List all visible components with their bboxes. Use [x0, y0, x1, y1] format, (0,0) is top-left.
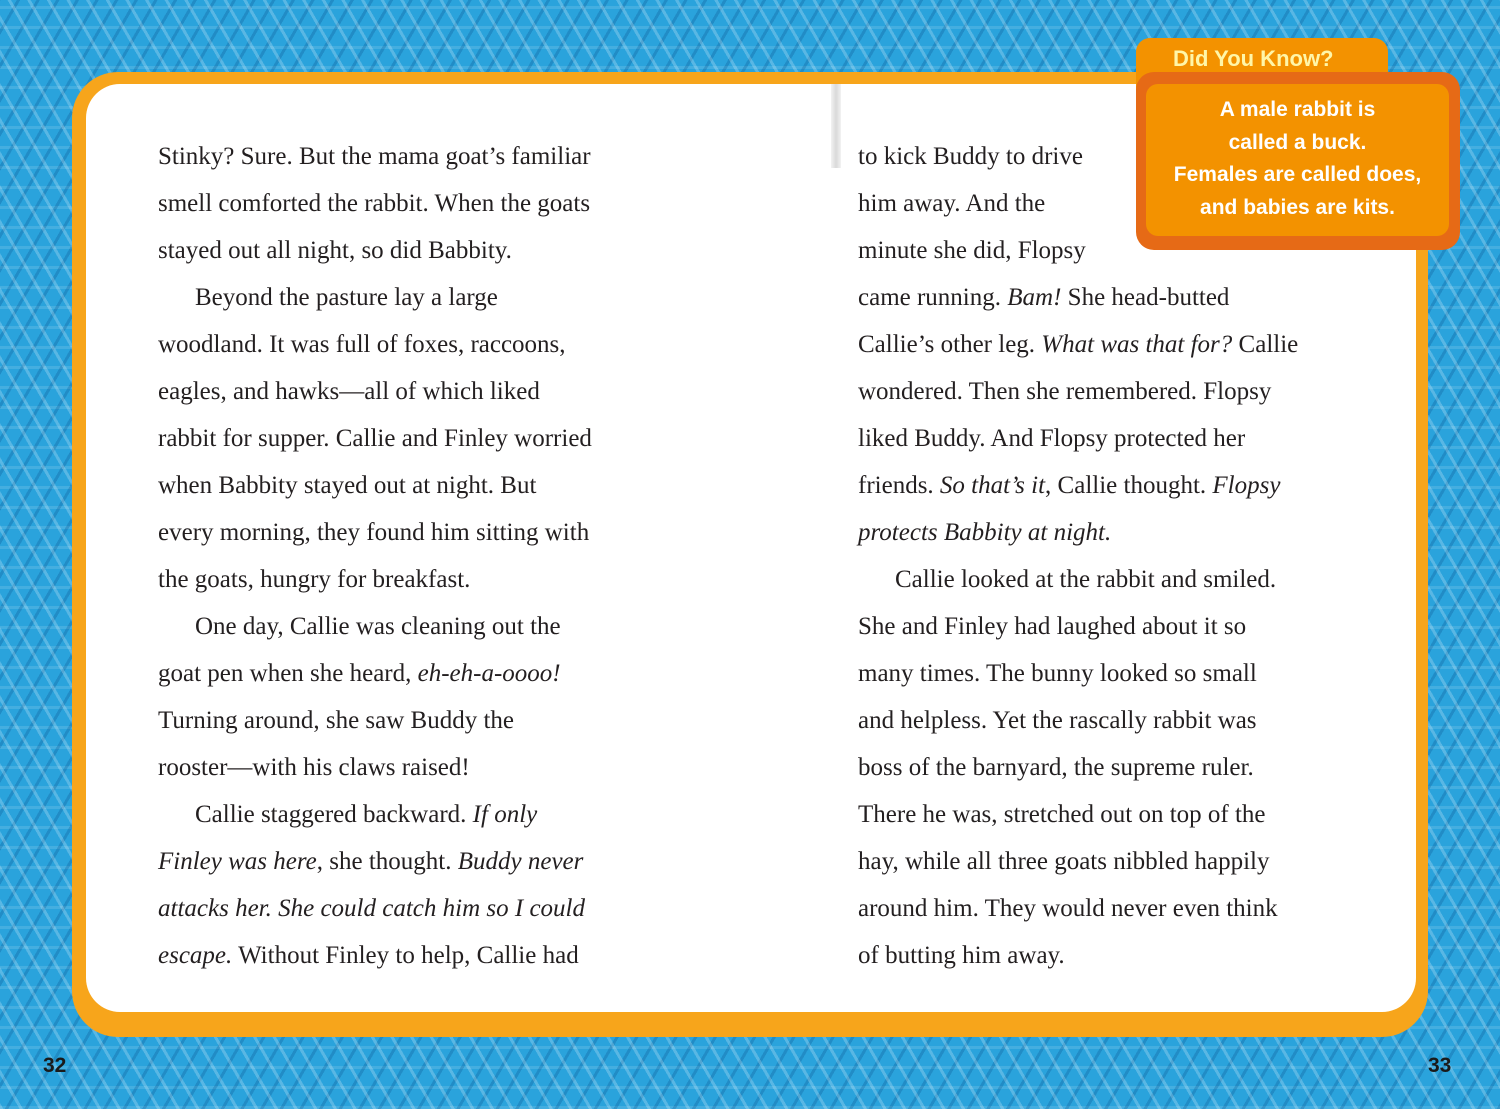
text-line [158, 321, 678, 368]
callout-fact [1146, 94, 1449, 224]
text-line [158, 791, 678, 838]
text-line [858, 462, 1378, 509]
text-line [158, 462, 678, 509]
text-segment: Buddy never [457, 848, 584, 875]
text-segment: liked Buddy. And Flopsy protected her [858, 425, 1246, 452]
text-line [158, 838, 678, 885]
callout-line: called a buck. [1228, 130, 1367, 154]
text-segment: Flopsy [1212, 472, 1281, 499]
text-segment: rabbit for supper. Callie and Finley worried [158, 425, 592, 452]
text-segment: minute she did, Flopsy [858, 237, 1086, 264]
text-line [158, 885, 678, 932]
callout-line: and babies are kits. [1200, 195, 1395, 219]
text-segment: protects Babbity at night. [858, 519, 1112, 546]
text-line [858, 368, 1378, 415]
text-line [158, 697, 678, 744]
text-segment: , Callie thought. [1045, 472, 1213, 499]
text-line [158, 650, 678, 697]
text-segment: friends. [858, 472, 940, 499]
callout-line: Females are called does, [1173, 163, 1422, 186]
text-line [858, 932, 1378, 979]
text-segment: escape. [158, 942, 233, 969]
text-segment: the goats, hungry for breakfast. [158, 566, 471, 593]
text-line [858, 885, 1378, 932]
text-line [158, 509, 678, 556]
text-segment: Beyond the pasture lay a large [195, 284, 498, 311]
text-segment: every morning, they found him sitting with [158, 519, 590, 546]
text-segment: Without Finley to help, Callie had [232, 942, 579, 969]
text-segment: If only [472, 801, 538, 828]
text-segment: One day, Callie was cleaning out the [195, 613, 561, 640]
text-line [158, 603, 678, 650]
text-line [858, 744, 1378, 791]
text-segment: Callie’s other leg. [858, 331, 1042, 358]
text-line [858, 415, 1378, 462]
text-segment: Callie staggered backward. [195, 801, 473, 828]
text-line [858, 650, 1378, 697]
text-segment: many times. The bunny looked so small [858, 660, 1257, 687]
text-segment: boss of the barnyard, the supreme ruler. [858, 754, 1254, 781]
callout-line: A male rabbit is [1219, 98, 1376, 121]
text-line [158, 274, 678, 321]
text-segment: hay, while all three goats nibbled happily [858, 848, 1270, 875]
text-segment: around him. They would never even think [858, 895, 1278, 922]
text-segment: wondered. Then she remembered. Flopsy [858, 378, 1272, 405]
text-line [858, 838, 1378, 885]
text-line [858, 791, 1378, 838]
text-segment: attacks her. She could catch him so I could [158, 895, 585, 922]
text-segment: him away. And the [858, 190, 1046, 217]
text-line [858, 274, 1378, 321]
text-segment: So that’s it [939, 472, 1046, 499]
text-line [158, 227, 678, 274]
text-segment: smell comforted the rabbit. When the goats [158, 190, 591, 217]
right-page-text [858, 133, 1378, 979]
text-segment: What was that for? [1041, 331, 1233, 358]
text-segment: eagles, and hawks—all of which liked [158, 378, 540, 405]
text-segment: Finley was here [158, 848, 317, 875]
text-line [158, 932, 678, 979]
text-line [158, 133, 678, 180]
text-line [158, 368, 678, 415]
text-line [858, 321, 1378, 368]
text-segment: woodland. It was full of foxes, raccoons, [158, 331, 566, 358]
text-segment: of butting him away. [858, 942, 1065, 969]
text-segment: and helpless. Yet the rascally rabbit was [858, 707, 1257, 734]
text-segment: goat pen when she heard, [158, 660, 418, 687]
text-line [858, 697, 1378, 744]
text-line [158, 180, 678, 227]
text-line [158, 556, 678, 603]
text-line [158, 415, 678, 462]
text-segment: Callie [1232, 331, 1299, 358]
page-number-left: 32 [43, 1054, 67, 1077]
page-number-right: 33 [1428, 1054, 1452, 1077]
text-segment: She head-butted [1061, 284, 1230, 311]
text-segment: stayed out all night, so did Babbity. [158, 237, 512, 264]
text-segment: eh-eh-a-oooo! [417, 660, 561, 687]
callout-title: Did You Know? [1173, 46, 1334, 71]
text-segment: Turning around, she saw Buddy the [158, 707, 515, 734]
page-gutter [831, 84, 841, 168]
text-segment: , she thought. [316, 848, 458, 875]
text-line [158, 744, 678, 791]
text-segment: Bam! [1007, 284, 1062, 311]
text-segment: to kick Buddy to drive [858, 143, 1083, 170]
text-segment: came running. [858, 284, 1008, 311]
text-segment: Stinky? Sure. But the mama goat’s familiar [158, 143, 591, 170]
left-page-text [158, 133, 678, 979]
text-segment: She and Finley had laughed about it so [858, 613, 1247, 640]
text-segment: Callie looked at the rabbit and smiled. [895, 566, 1277, 593]
text-segment: when Babbity stayed out at night. But [158, 472, 537, 499]
text-line [858, 509, 1378, 556]
text-segment: There he was, stretched out on top of the [858, 801, 1266, 828]
text-line [858, 556, 1378, 603]
text-segment: rooster—with his claws raised! [158, 754, 470, 781]
text-line [858, 603, 1378, 650]
